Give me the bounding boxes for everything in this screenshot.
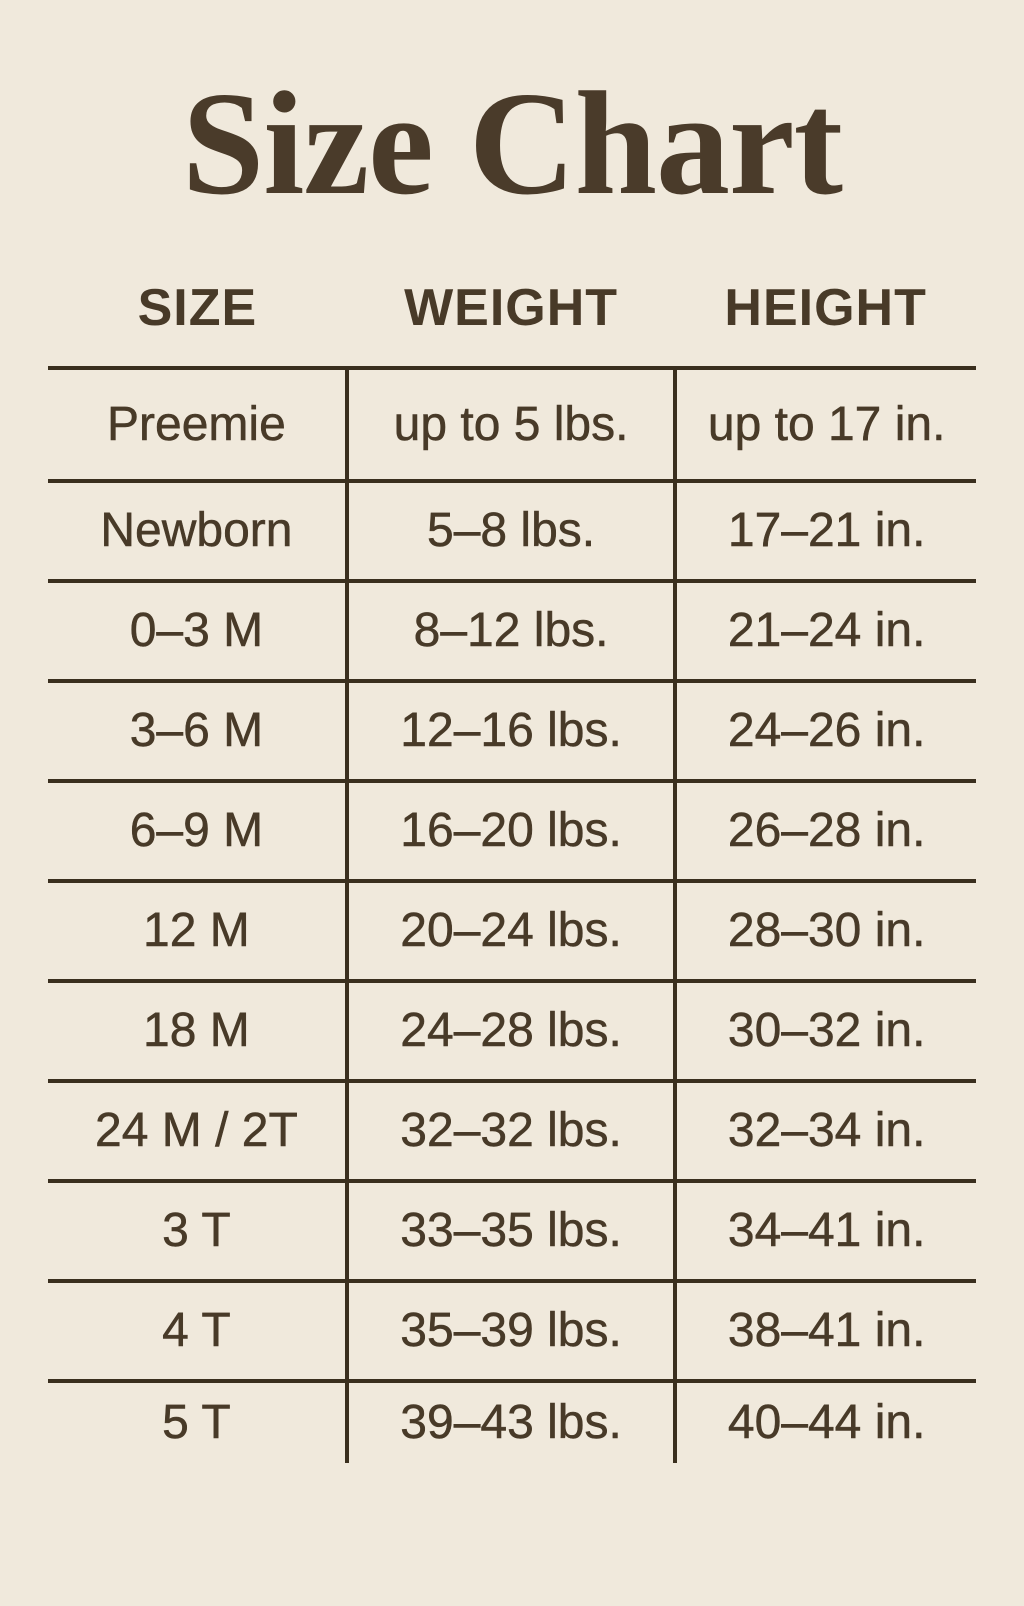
height-cell: 26–28 in.	[675, 781, 976, 881]
height-cell: up to 17 in.	[675, 368, 976, 481]
size-cell: 12 M	[48, 881, 347, 981]
table-row	[48, 681, 976, 781]
table-row	[48, 981, 976, 1081]
table-row	[48, 368, 976, 481]
table-row	[48, 481, 976, 581]
weight-cell: 20–24 lbs.	[347, 881, 676, 981]
table-body	[48, 368, 976, 1463]
weight-cell: 39–43 lbs.	[347, 1381, 676, 1463]
height-cell: 38–41 in.	[675, 1281, 976, 1381]
column-header-weight: WEIGHT	[404, 279, 619, 337]
weight-cell: 16–20 lbs.	[347, 781, 676, 881]
table-row	[48, 1081, 976, 1181]
height-cell: 17–21 in.	[675, 481, 976, 581]
size-chart-table	[48, 218, 976, 1463]
size-cell: Newborn	[48, 481, 347, 581]
weight-cell: 32–32 lbs.	[347, 1081, 676, 1181]
table-row	[48, 781, 976, 881]
weight-cell: 35–39 lbs.	[347, 1281, 676, 1381]
table-row	[48, 881, 976, 981]
weight-cell: 33–35 lbs.	[347, 1181, 676, 1281]
height-cell: 21–24 in.	[675, 581, 976, 681]
header-row	[48, 218, 976, 368]
height-cell: 24–26 in.	[675, 681, 976, 781]
size-cell: Preemie	[48, 368, 347, 481]
table-row	[48, 1181, 976, 1281]
size-cell: 4 T	[48, 1281, 347, 1381]
column-header-height: HEIGHT	[724, 279, 927, 337]
table-row	[48, 1281, 976, 1381]
weight-cell: 8–12 lbs.	[347, 581, 676, 681]
size-cell: 3 T	[48, 1181, 347, 1281]
table-row	[48, 1381, 976, 1463]
page-title: Size Chart	[182, 62, 842, 226]
size-cell: 24 M / 2T	[48, 1081, 347, 1181]
weight-cell: 5–8 lbs.	[347, 481, 676, 581]
height-cell: 40–44 in.	[675, 1381, 976, 1463]
size-cell: 6–9 M	[48, 781, 347, 881]
weight-cell: 12–16 lbs.	[347, 681, 676, 781]
size-cell: 18 M	[48, 981, 347, 1081]
height-cell: 34–41 in.	[675, 1181, 976, 1281]
weight-cell: 24–28 lbs.	[347, 981, 676, 1081]
weight-cell: up to 5 lbs.	[347, 368, 676, 481]
column-header-size: SIZE	[137, 279, 258, 337]
height-cell: 28–30 in.	[675, 881, 976, 981]
size-cell: 5 T	[48, 1381, 347, 1463]
height-cell: 30–32 in.	[675, 981, 976, 1081]
size-cell: 0–3 M	[48, 581, 347, 681]
table-row	[48, 581, 976, 681]
height-cell: 32–34 in.	[675, 1081, 976, 1181]
size-cell: 3–6 M	[48, 681, 347, 781]
